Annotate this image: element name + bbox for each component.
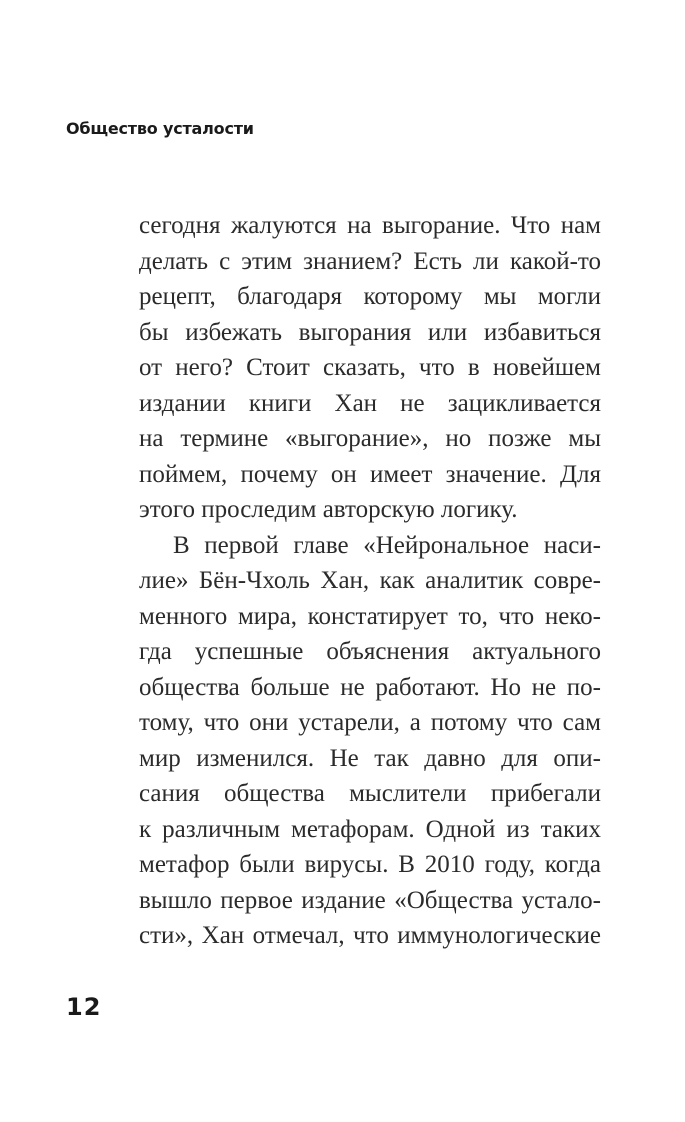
text-line: лие» Бён-Чхоль Хан, как аналитик совре-	[139, 567, 601, 594]
text-line: от него? Стоит сказать, что в новейшем	[139, 354, 601, 381]
text-line: тому, что они устарели, а потому что сам	[139, 709, 601, 736]
text-line: бы избежать выгорания или избавиться	[139, 318, 601, 346]
text-line: сегодня жалуются на выгорание. Что нам	[139, 212, 601, 239]
body-text	[139, 208, 601, 954]
text-line: В первой главе «Нейрональное наси-	[173, 531, 601, 559]
page-number: 12	[66, 993, 102, 1021]
paragraph-1	[139, 208, 601, 528]
text-line: метафор были вирусы. В 2010 году, когда	[139, 851, 601, 878]
text-line: издании книги Хан не зацикливается	[139, 389, 601, 417]
text-line: сания общества мыслители прибегали	[139, 780, 601, 807]
text-line: мир изменился. Не так давно для опи-	[139, 744, 601, 772]
text-line: вышло первое издание «Общества устало-	[139, 886, 601, 914]
text-line: сти», Хан отмечал, что иммунологические	[139, 922, 601, 949]
text-line: делать с этим знанием? Есть ли какой-то	[139, 247, 601, 275]
text-line: поймем, почему он имеет значение. Для	[139, 460, 601, 488]
running-head: Общество усталости	[66, 119, 254, 138]
text-line: рецепт, благодаря которому мы могли	[139, 283, 601, 310]
text-line: гда успешные объяснения актуального	[139, 638, 601, 665]
text-line: к различным метафорам. Одной из таких	[139, 815, 601, 843]
text-line: общества больше не работают. Но не по-	[139, 673, 601, 701]
text-line: на термине «выгорание», но позже мы	[139, 425, 601, 452]
paragraph-2	[139, 528, 601, 954]
text-line: менного мира, констатирует то, что неко-	[139, 602, 601, 630]
text-line: этого проследим авторскую логику.	[139, 496, 518, 523]
